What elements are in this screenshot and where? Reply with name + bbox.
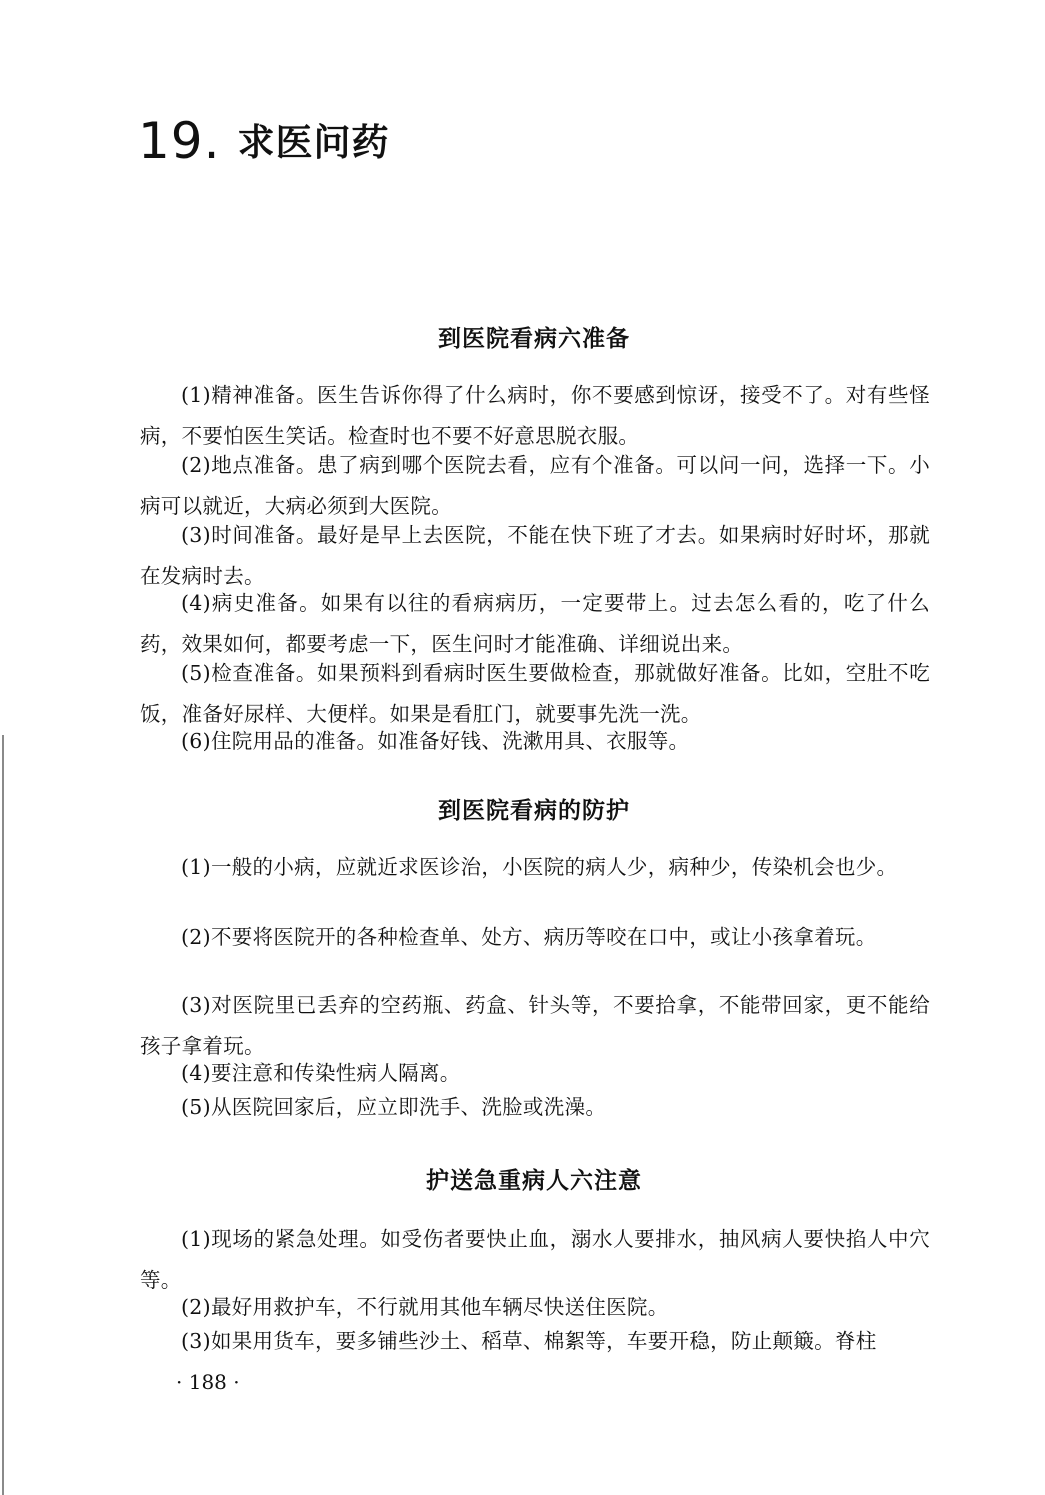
paragraph: (1)现场的紧急处理。如受伤者要快止血，溺水人要排水，抽风病人要快掐人中穴等。 [140,1227,930,1292]
paragraph: (3)时间准备。最好是早上去医院，不能在快下班了才去。如果病时好时坏，那就在发病时去。 [140,523,930,588]
paragraph: (4)病史准备。如果有以往的看病病历，一定要带上。过去怎么看的，吃了什么药，效果如何，都要考虑一下，医生问时才能准确、详细说出来。 [140,591,930,656]
chapter-number: 19 [138,112,204,170]
paragraph: (3)对医院里已丢弃的空药瓶、药盒、针头等，不要拾拿，不能带回家，更不能给孩子拿着玩。 [140,993,930,1058]
page-number: · 188 · [176,1370,240,1394]
page-edge-shadow [2,735,4,1495]
paragraph: (5)从医院回家后，应立即洗手、洗脸或洗澡。 [181,1095,607,1119]
paragraph: (1)精神准备。医生告诉你得了什么病时，你不要感到惊讶，接受不了。对有些怪病，不要怕医生笑话。检查时也不要不好意思脱衣服。 [140,383,930,448]
section-title-prepare: 到医院看病六准备 [438,326,630,352]
paragraph: (6)住院用品的准备。如准备好钱、洗漱用具、衣服等。 [181,729,690,753]
paragraph: (4)要注意和传染性病人隔离。 [181,1061,461,1085]
paragraph: (2)地点准备。患了病到哪个医院去看，应有个准备。可以问一问，选择一下。小病可以就近，大病必须到大医院。 [140,453,930,518]
paragraph: (2)最好用救护车，不行就用其他车辆尽快送住医院。 [181,1295,669,1319]
paragraph: (1)一般的小病，应就近求医诊治，小医院的病人少，病种少，传染机会也少。 [181,855,898,879]
chapter-title: 求医问药 [237,121,390,164]
chapter-number-dot: . [203,112,220,170]
paragraph: (2)不要将医院开的各种检查单、处方、病历等咬在口中，或让小孩拿着玩。 [181,925,877,949]
paragraph: (5)检查准备。如果预料到看病时医生要做检查，那就做好准备。比如，空肚不吃饭，准备好尿样、大便样。如果是看肛门，就要事先洗一洗。 [140,661,930,726]
paragraph: (3)如果用货车，要多铺些沙土、稻草、棉絮等，车要开稳，防止颠簸。脊柱 [181,1329,877,1353]
section-title-protection: 到医院看病的防护 [438,798,630,824]
chapter-heading [138,112,390,170]
section-title-escort: 护送急重病人六注意 [426,1168,642,1194]
